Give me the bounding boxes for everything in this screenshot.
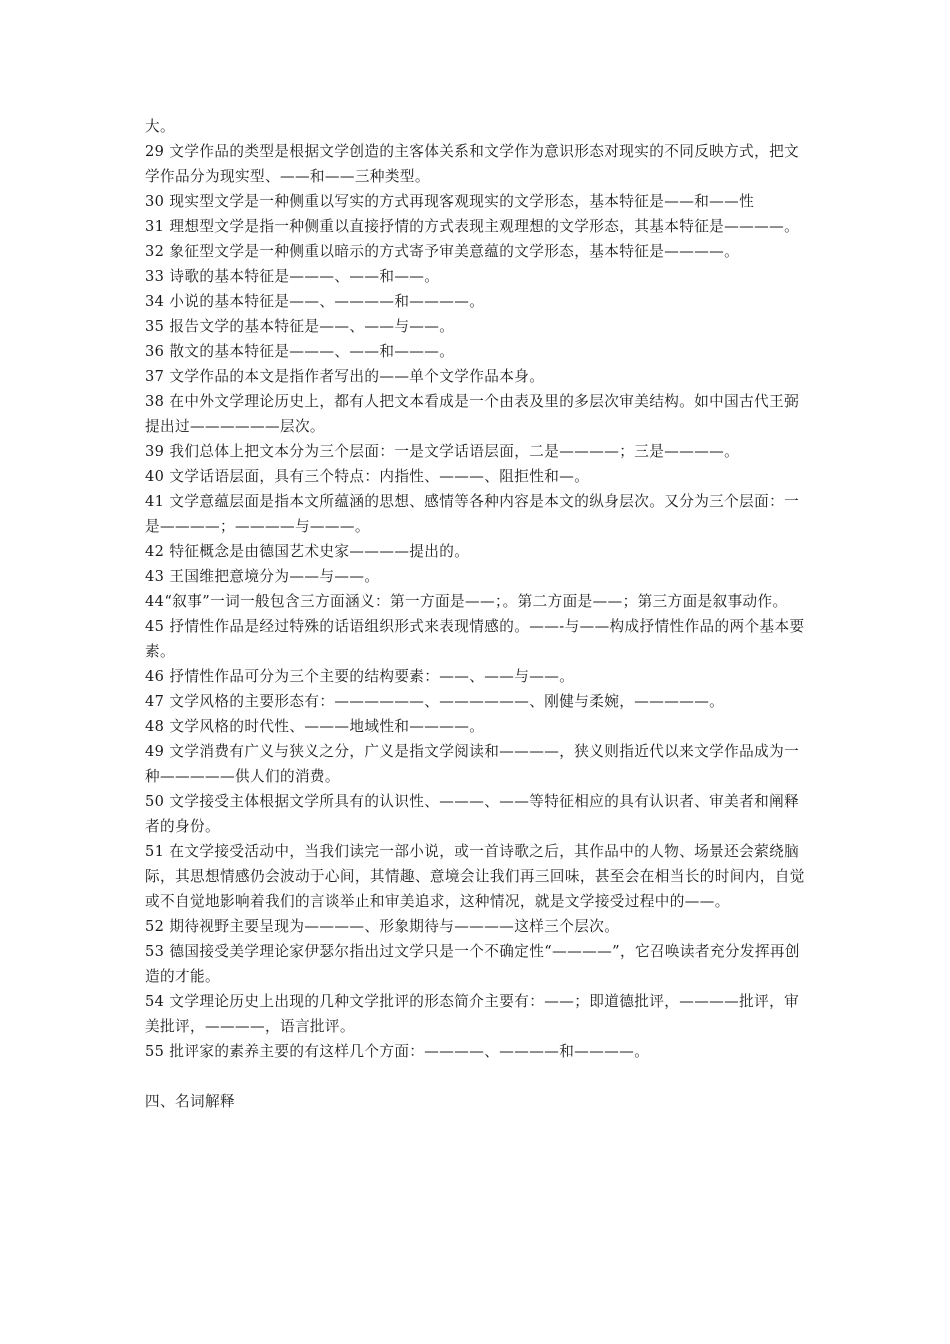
question-item-55: 55 批评家的素养主要的有这样几个方面：————、————和————。 — [145, 1043, 650, 1060]
question-item-29: 29 文学作品的类型是根据文学创造的主客体关系和文学作为意识形态对现实的不同反映方式，把文学作品分为现实型、——和——三种类型。 — [145, 143, 800, 185]
question-item-48: 48 文学风格的时代性、———地域性和————。 — [145, 718, 485, 735]
question-item-54: 54 文学理论历史上出现的几种文学批评的形态简介主要有：——；即道德批评，————批评，审美批评，————，语言批评。 — [145, 993, 800, 1035]
question-item-37: 37 文学作品的本文是指作者写出的——单个文学作品本身。 — [145, 368, 545, 385]
question-item-46: 46 抒情性作品可分为三个主要的结构要素：——、——与——。 — [145, 668, 575, 685]
spacer — [145, 1064, 810, 1089]
question-item-44: 44“叙事”一词一般包含三方面涵义：第一方面是——；。第二方面是——；第三方面是叙事动作。 — [145, 593, 788, 610]
question-item-33: 33 诗歌的基本特征是———、——和——。 — [145, 268, 440, 285]
question-item-50: 50 文学接受主体根据文学所具有的认识性、———、——等特征相应的具有认识者、审美者和阐释者的身份。 — [145, 793, 800, 835]
document-page — [145, 114, 810, 1114]
question-item-51: 51 在文学接受活动中，当我们读完一部小说，或一首诗歌之后，其作品中的人物、场景还会萦绕脑际，其思想情感仍会波动于心间，其情趣、意境会让我们再三回味，甚至会在相当长的时间内，自觉或不自觉地影响着我们的言谈举止和审美追求，这种情况，就是文学接受过程中的——。 — [145, 843, 805, 910]
question-item-35: 35 报告文学的基本特征是——、——与——。 — [145, 318, 455, 335]
question-item-47: 47 文学风格的主要形态有：——————、——————、刚健与柔婉，—————。 — [145, 693, 725, 710]
question-item-34: 34 小说的基本特征是——、————和————。 — [145, 293, 485, 310]
question-item-38: 38 在中外文学理论历史上，都有人把文本看成是一个由表及里的多层次审美结构。如中国古代王弼提出过——————层次。 — [145, 393, 800, 435]
question-item-53: 53 德国接受美学理论家伊瑟尔指出过文学只是一个不确定性“————”，它召唤读者充分发挥再创造的才能。 — [145, 943, 800, 985]
question-item-52: 52 期待视野主要呈现为————、形象期待与————这样三个层次。 — [145, 918, 620, 935]
question-item-36: 36 散文的基本特征是———、——和———。 — [145, 343, 455, 360]
question-item-39: 39 我们总体上把文本分为三个层面：一是文学话语层面，二是————；三是————。 — [145, 443, 740, 460]
question-item-45: 45 抒情性作品是经过特殊的话语组织形式来表现情感的。——-与——构成抒情性作品的两个基本要素。 — [145, 618, 805, 660]
question-item-43: 43 王国维把意境分为——与——。 — [145, 568, 380, 585]
question-item-31: 31 理想型文学是指一种侧重以直接抒情的方式表现主观理想的文学形态，其基本特征是————。 — [145, 218, 800, 235]
question-item-28-end: 大。 — [145, 118, 175, 135]
question-item-30: 30 现实型文学是一种侧重以写实的方式再现客观现实的文学形态，基本特征是——和——性 — [145, 193, 755, 210]
question-item-41: 41 文学意蕴层面是指本文所蕴涵的思想、感情等各种内容是本文的纵身层次。又分为三个层面：一是————；————与———。 — [145, 493, 800, 535]
question-item-49: 49 文学消费有广义与狭义之分，广义是指文学阅读和————，狭义则指近代以来文学作品成为一种—————供人们的消费。 — [145, 743, 800, 785]
section-heading: 四、名词解释 — [145, 1093, 235, 1110]
question-item-32: 32 象征型文学是一种侧重以暗示的方式寄予审美意蕴的文学形态，基本特征是————。 — [145, 243, 740, 260]
question-item-40: 40 文学话语层面，具有三个特点：内指性、———、阻拒性和—。 — [145, 468, 590, 485]
question-item-42: 42 特征概念是由德国艺术史家————提出的。 — [145, 543, 470, 560]
